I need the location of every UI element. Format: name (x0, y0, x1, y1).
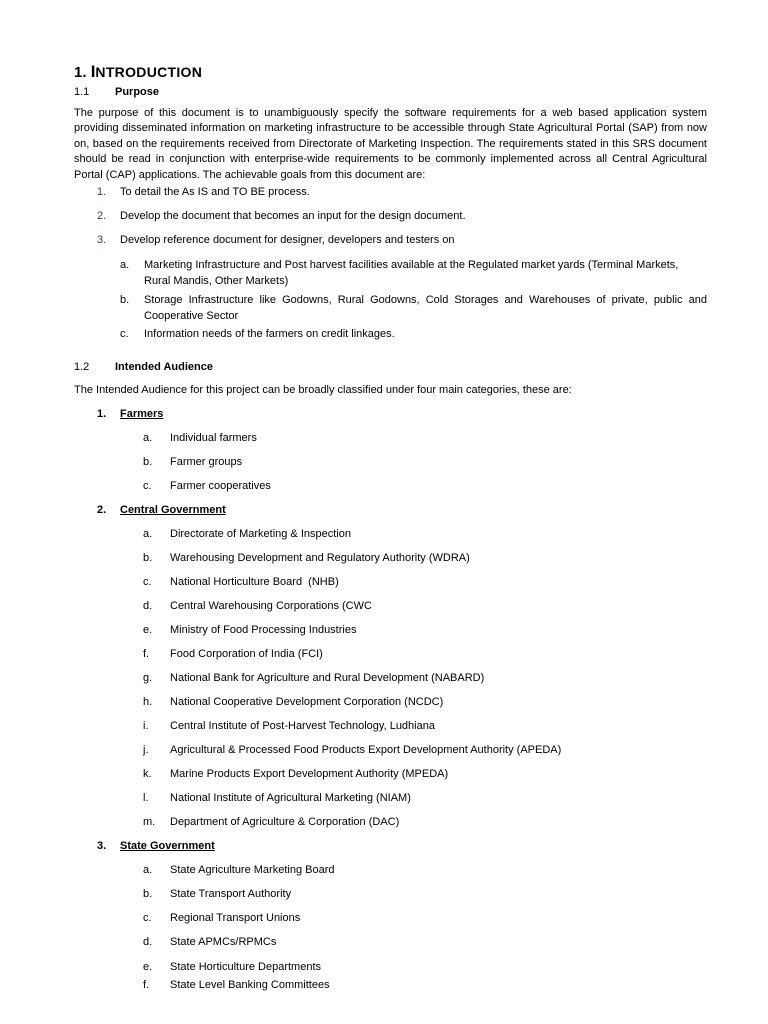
list-item: State Horticulture Departments (170, 961, 322, 973)
list-item: National Bank for Agriculture and Rural Development (NABARD) (170, 672, 485, 684)
list-item: Central Warehousing Corporations (CWC (170, 600, 372, 612)
list-item-marker: i. (143, 720, 149, 732)
list-item-marker: b. (143, 552, 153, 564)
list-item-marker: d. (143, 600, 153, 612)
list-item: Department of Agriculture & Corporation (DAC) (170, 816, 400, 828)
subgoal-marker: c. (120, 328, 129, 340)
list-item: State Transport Authority (170, 888, 292, 900)
audience-number: 1.2 (74, 361, 90, 373)
purpose-number: 1.1 (74, 86, 90, 98)
goal-marker: 2. (97, 210, 107, 222)
list-item-marker: b. (143, 888, 153, 900)
list-item-marker: j. (143, 744, 149, 756)
category-label: Central Government (120, 504, 226, 516)
list-item: Farmer groups (170, 456, 243, 468)
subgoal-text: Storage Infrastructure like Godowns, Rural Godowns, Cold Storages and Warehouses of private, public and Cooperative Sector (144, 294, 707, 322)
subgoal-marker: b. (120, 294, 130, 306)
heading-first-letter: I (90, 62, 96, 81)
list-item-marker: d. (143, 936, 153, 948)
list-item: National Cooperative Development Corporation (NCDC) (170, 696, 444, 708)
category-number: 2. (97, 504, 107, 516)
list-item-marker: a. (143, 864, 153, 876)
list-item: Directorate of Marketing & Inspection (170, 528, 351, 540)
list-item: Central Institute of Post-Harvest Technology, Ludhiana (170, 720, 435, 732)
list-item-marker: e. (143, 624, 153, 636)
list-item-marker: c. (143, 912, 152, 924)
list-item: State Level Banking Committees (170, 979, 330, 991)
list-item: Food Corporation of India (FCI) (170, 648, 323, 660)
list-item: Agricultural & Processed Food Products Export Development Authority (APEDA) (170, 744, 562, 756)
list-item-marker: m. (143, 816, 156, 828)
list-item-marker: a. (143, 528, 153, 540)
goal-text: To detail the As IS and TO BE process. (120, 186, 310, 198)
list-item: State APMCs/RPMCs (170, 936, 277, 948)
category-number: 1. (97, 408, 107, 420)
audience-intro: The Intended Audience for this project can be broadly classified under four main categories, these are: (74, 384, 572, 396)
goal-text: Develop the document that becomes an input for the design document. (120, 210, 466, 222)
list-item: Regional Transport Unions (170, 912, 301, 924)
goal-text: Develop reference document for designer, developers and testers on (120, 234, 455, 246)
category-label: Farmers (120, 408, 164, 420)
list-item-marker: f. (143, 979, 150, 991)
category-number: 3. (97, 840, 107, 852)
list-item-marker: a. (143, 432, 153, 444)
subgoal-text: Information needs of the farmers on credit linkages. (144, 328, 395, 340)
list-item-marker: c. (143, 576, 152, 588)
category-label: State Government (120, 840, 215, 852)
list-item: Warehousing Development and Regulatory Authority (WDRA) (170, 552, 470, 564)
list-item-marker: e. (143, 961, 153, 973)
list-item: Ministry of Food Processing Industries (170, 624, 357, 636)
goal-marker: 1. (97, 186, 107, 198)
purpose-paragraph: The purpose of this document is to unambiguously specify the software requirements for a web based application system providing disseminated information on marketing infrastructure to be accessible through State Agricultural Portal (SAP) from now on, based on the requirements received from Directorate of Marketing Inspection. The requirements stated in this SRS document should be read in conjunction with enterprise-wide requirements to be commonly implemented across all Central Agricultural Portal (CAP) applications. The achievable goals from this document are: (74, 107, 707, 181)
list-item: Farmer cooperatives (170, 480, 271, 492)
audience-title: Intended Audience (115, 361, 213, 373)
list-item-marker: f. (143, 648, 150, 660)
list-item: National Institute of Agricultural Marketing (NIAM) (170, 792, 411, 804)
purpose-title: Purpose (115, 86, 160, 98)
list-item: Individual farmers (170, 432, 257, 444)
list-item-marker: c. (143, 480, 152, 492)
section-heading (74, 62, 202, 83)
subgoal-text: Marketing Infrastructure and Post harvest facilities available at the Regulated market yards (Terminal Markets, Rural Mandis, Other Markets) (144, 259, 679, 287)
list-item-marker: b. (143, 456, 153, 468)
heading-number: 1. (74, 64, 87, 81)
list-item: National Horticulture Board (NHB) (170, 576, 339, 588)
list-item-marker: l. (143, 792, 149, 804)
list-item-marker: h. (143, 696, 153, 708)
goal-marker: 3. (97, 234, 107, 246)
list-item-marker: g. (143, 672, 153, 684)
heading-rest: NTRODUCTION (95, 64, 203, 80)
list-item: State Agriculture Marketing Board (170, 864, 335, 876)
list-item: Marine Products Export Development Authority (MPEDA) (170, 768, 449, 780)
subgoal-marker: a. (120, 259, 130, 271)
list-item-marker: k. (143, 768, 152, 780)
